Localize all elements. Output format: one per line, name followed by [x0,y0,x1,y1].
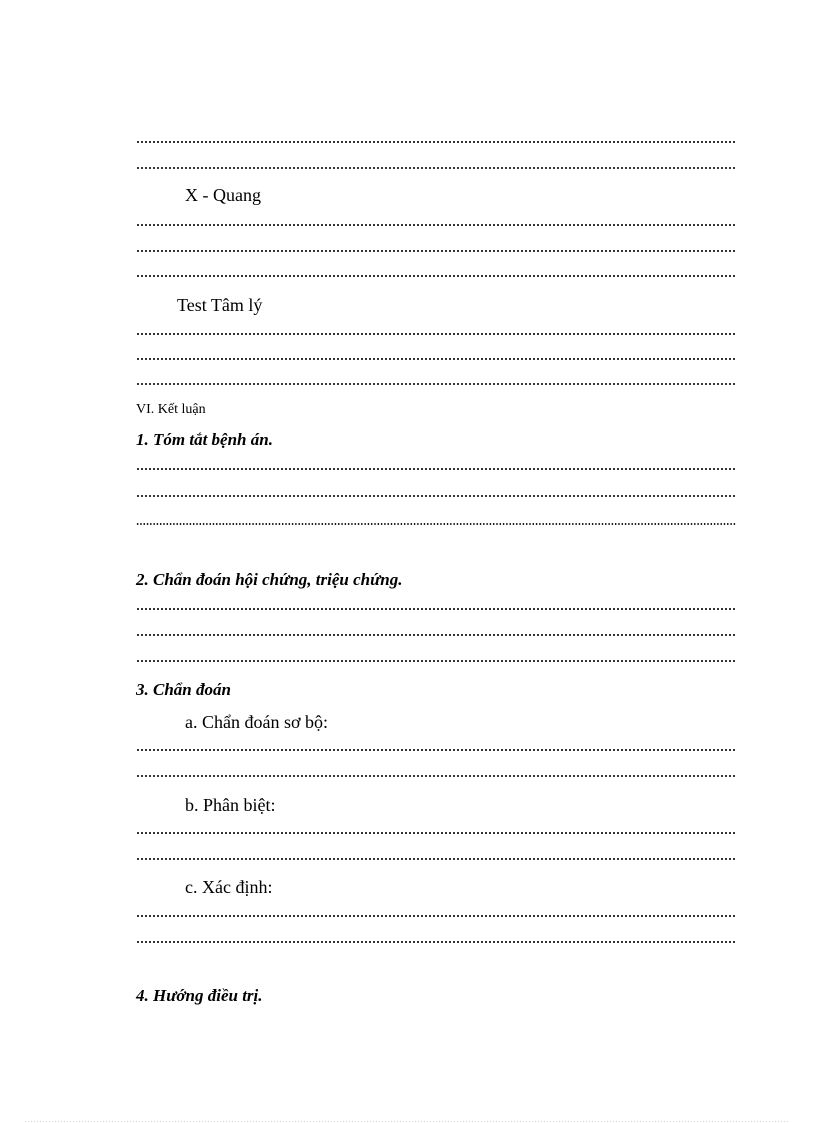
dotted-fill-line [136,274,736,278]
phan-biet-label: b. Phân biệt: [185,795,276,815]
tom-tat-heading: 1. Tóm tắt bệnh án. [136,430,273,449]
dotted-fill-line [136,223,736,227]
dotted-fill-line [136,633,736,637]
xac-dinh-label: c. Xác định: [185,877,273,897]
page-bottom-divider [24,1121,790,1122]
dotted-fill-line [136,748,736,752]
chan-doan-heading: 3. Chẩn đoán [136,680,231,699]
chan-doan-so-bo-label: a. Chẩn đoán sơ bộ: [185,712,328,732]
dotted-fill-line [136,831,736,835]
xquang-label: X - Quang [185,185,261,205]
dotted-fill-line [136,166,736,170]
dotted-fill-line [136,774,736,778]
dotted-fill-line [136,914,736,918]
dotted-fill-line [136,357,736,361]
dotted-fill-line [136,659,736,663]
huong-dieu-tri-heading: 4. Hướng điều trị. [136,986,263,1005]
ket-luan-heading: VI. Kết luận [136,402,206,417]
test-tam-ly-label: Test Tâm lý [177,295,263,315]
chan-doan-hoi-chung-heading: 2. Chẩn đoán hội chứng, triệu chứng. [136,570,403,589]
dotted-fill-line [136,467,736,471]
dotted-fill-line [136,332,736,336]
dotted-fill-line [136,940,736,944]
dotted-fill-line [136,494,736,498]
dotted-fill-line [136,140,736,144]
dotted-fill-line [136,522,736,526]
dotted-fill-line [136,249,736,253]
dotted-fill-line [136,607,736,611]
dotted-fill-line [136,382,736,386]
dotted-fill-line [136,857,736,861]
